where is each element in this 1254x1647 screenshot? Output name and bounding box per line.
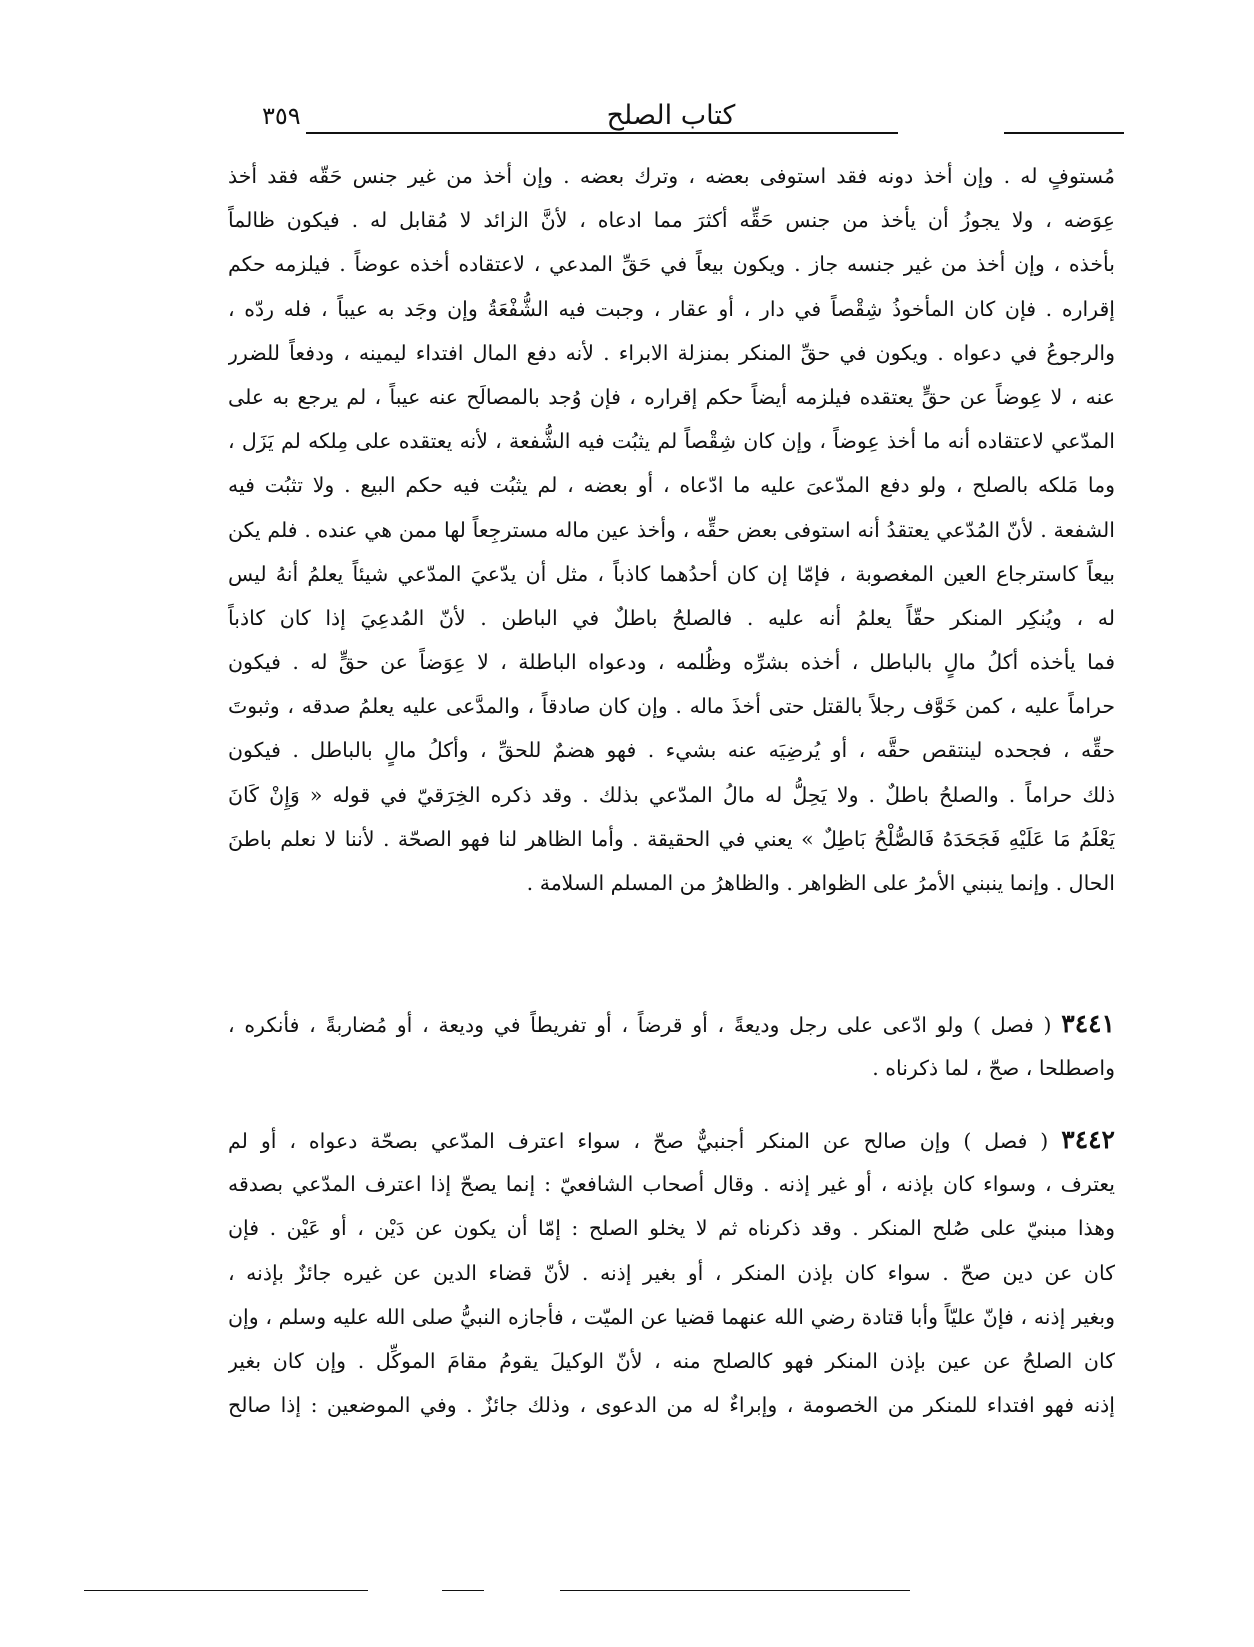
text-line: بأخذه ، وإن أخذ من غير جنسه جاز . ويكون بيعاً في حَقِّ المدعي ، لاعتقاده أخذه عوضاً . فيلزمه حكم — [228, 252, 1115, 277]
text-line: يَعْلَمُ مَا عَلَيْهِ فَجَحَدَهُ فَالصُّلْحُ بَاطِلٌ » يعني في الحقيقة . وأما الظاهر لنا فهو الصحّة . لأننا لا نعلم باطنَ — [228, 826, 1115, 851]
text-line: فما يأخذه أكلُ مالٍ بالباطل ، أخذه بشرِّه وظُلمه ، ودعواه الباطلة ، لا عِوَضاً عن حقٍّ له . فيكون — [228, 650, 1115, 675]
text-line: كان عن دين صحّ . سواء كان بإذن المنكر ، أو بغير إذنه . لأنّ قضاء الدين عن غيره جائزٌ بإذنه ، — [228, 1260, 1115, 1285]
text-line: وما مَلكه بالصلح ، ولو دفع المدّعىَ عليه ما ادّعاه ، أو بعضه ، لم يثبُت فيه حكم البيع . ولا تثبُت فيه — [228, 473, 1115, 498]
text-line: المدّعي لاعتقاده أنه ما أخذ عِوضاً ، وإن كان شِقْصاً لم يثبُت فيه الشُّفعة ، لأنه يعتقده على مِلكه لم يَزَل ، — [228, 429, 1115, 454]
text-line: حقِّه ، فجحده لينتقص حقَّه ، أو يُرضِيَه عنه بشيء . فهو هضمٌ للحقِّ ، وأكلُ مالٍ بالباطل . فيكون — [228, 738, 1115, 763]
text-line: عِوَضه ، ولا يجوزُ أن يأخذ من جنس حَقِّه أكثرَ مما ادعاه ، لأنَّ الزائد لا مُقابل له . فيكون ظالماً — [228, 208, 1115, 233]
text-line: له ، ويُنكِر المنكر حقّاً يعلمُ أنه عليه . فالصلحُ باطلٌ في الباطن . لأنّ المُدعِيَ إذا كان كاذباً — [228, 605, 1115, 630]
text-line — [228, 1118, 1115, 1162]
header-rule-tail — [1004, 132, 1124, 134]
text-line: واصطلحا ، صحّ ، لما ذكرناه . — [872, 1056, 1115, 1081]
text-line: إذنه فهو افتداء للمنكر من الخصومة ، وإبراءٌ له من الدعوى ، وذلك جائزٌ . وفي الموضعين : إذا صالح — [228, 1393, 1115, 1418]
text-line: وبغير إذنه ، فإنّ عليّاً وأبا قتادة رضي الله عنهما قضيا عن الميّت ، فأجازه النبيُّ صلى الله عليه وسلم ، وإن — [228, 1304, 1115, 1329]
text-line: الشفعة . لأنّ المُدّعي يعتقدُ أنه استوفى بعض حقِّه ، وأخذ عين ماله مسترجِعاً لها ممن هي عنده . فلم يكن — [228, 517, 1115, 542]
paragraph-number: ٣٤٤٢ — [1061, 1125, 1115, 1154]
header-rule — [306, 132, 898, 134]
text-line: يعترف ، وسواء كان بإذنه ، أو غير إذنه . وقال أصحاب الشافعيّ : إنما يصحّ إذا اعترف المدّعي بصدقه — [228, 1172, 1115, 1197]
text-line: كان الصلحُ عن عين بإذن المنكر فهو كالصلح منه ، لأنّ الوكيلَ يقومُ مقامَ الموكِّل . وإن كان بغير — [228, 1348, 1115, 1373]
page-number: ٣٥٩ — [262, 102, 301, 130]
paragraph-number: ٣٤٤١ — [1061, 1009, 1115, 1038]
paragraph-continuation — [228, 154, 1115, 905]
text-line: مُستوفٍ له . وإن أخذ دونه فقد استوفى بعضه ، وترك بعضه . وإن أخذ من غير جنس حَقّه فقد أخذ — [228, 164, 1115, 188]
text-line: حراماً عليه ، كمن خَوَّف رجلاً بالقتل حتى أخذَ ماله . وإن كان صادقاً ، والمدَّعى عليه يعلمُ صدقه ، وثبوتَ — [228, 694, 1115, 719]
paragraph-3441 — [228, 1002, 1115, 1090]
footer-rule — [442, 1590, 484, 1591]
footer-rule — [560, 1590, 910, 1591]
page-header — [230, 96, 1112, 136]
text-line: بيعاً كاسترجاع العين المغصوبة ، فإمّا إن كان أحدُهما كاذباً ، مثل أن يدّعيَ المدّعي شيئاً يعلمُ أنهُ ليس — [228, 561, 1115, 586]
text-line: ذلك حراماً . والصلحُ باطلٌ . ولا يَحِلُّ له مالُ المدّعي بذلك . وقد ذكره الخِرَقيّ في قوله « وَإِنْ كَانَ — [228, 782, 1115, 807]
paragraph-text: ( فصل ) وإن صالح عن المنكر أجنبيٌّ صحّ ، سواء اعترف المدّعي بصحّة دعواه ، أو لم — [228, 1129, 1049, 1153]
paragraph-text: ( فصل ) ولو ادّعى على رجل وديعةً ، أو قرضاً ، أو تفريطاً في وديعة ، أو مُضاربةً ، فأنكره ، — [228, 1013, 1052, 1037]
text-line: عنه ، لا عِوضاً عن حقٍّ يعتقده فيلزمه أيضاً حكم إقراره ، فإن وُجد بالمصالَح عنه عيباً ، لم يرجع به على — [228, 384, 1115, 409]
text-line: إقراره . فإن كان المأخوذُ شِقْصاً في دار ، أو عقار ، وجبت فيه الشُّفْعَةُ وإن وجَد به عيباً ، فله ردّه ، — [228, 296, 1115, 321]
text-line: والرجوعُ في دعواه . ويكون في حقِّ المنكر بمنزلة الابراء . لأنه دفع المال افتداء ليمينه ، ودفعاً للضرر — [228, 340, 1115, 365]
text-line: الحال . وإنما ينبني الأمرُ على الظواهر . والظاهرُ من المسلم السلامة . — [526, 871, 1115, 895]
footer-rule — [84, 1590, 368, 1591]
running-title: كتاب الصلح — [606, 100, 736, 131]
text-line — [228, 1002, 1115, 1046]
text-line: وهذا مبنيّ على صُلح المنكر . وقد ذكرناه ثم لا يخلو الصلح : إمّا أن يكون عن دَيْن ، أو عَيْن . فإن — [228, 1216, 1115, 1241]
paragraph-3442 — [228, 1118, 1115, 1427]
